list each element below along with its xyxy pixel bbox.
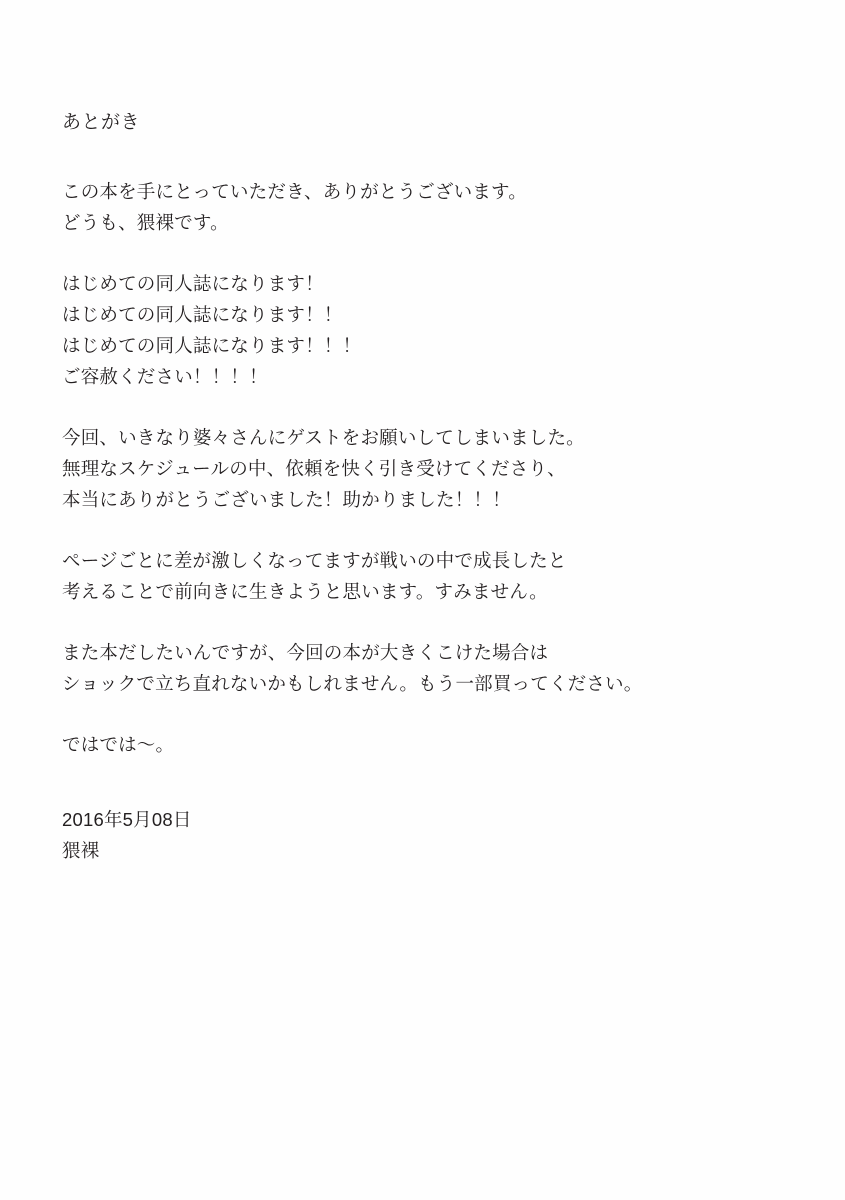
signature-date: 2016年5月08日 [62,809,192,830]
paragraph-line: 考えることで前向きに生きようと思います。すみません。 [62,581,548,602]
paragraph-line: 今回、いきなり婆々さんにゲストをお願いしてしまいました。 [62,427,585,448]
paragraph-line: ではでは〜。 [62,734,175,755]
paragraph-line: 無理なスケジュールの中、依頼を快く引き受けてくださり、 [62,458,566,479]
paragraph-5 [62,637,762,699]
paragraph-line: ページごとに差が激しくなってますが戦いの中で成長したと [62,550,567,571]
paragraph-2 [62,268,762,392]
paragraph-line: はじめての同人誌になります！！！ [62,335,362,356]
paragraph-3 [62,422,762,515]
paragraph-line: はじめての同人誌になります！ [62,273,324,294]
afterword-content [62,108,762,866]
page-title: あとがき [62,112,141,133]
paragraph-6 [62,729,762,760]
paragraph-line: 本当にありがとうございました！助かりました！！！ [62,489,511,510]
paragraph-line: ショックで立ち直れないかもしれません。もう一部買ってください。 [62,673,643,694]
paragraph-line: この本を手にとっていただき、ありがとうございます。 [62,181,527,202]
paragraph-4 [62,545,762,607]
signature-block [62,804,762,866]
paragraph-line: また本だしたいんですが、今回の本が大きくこけた場合は [62,642,549,663]
paragraph-line: はじめての同人誌になります！！ [62,304,343,325]
paragraph-line: ご容赦ください！！！！ [62,366,268,387]
paragraph-1 [62,176,762,238]
paragraph-line: どうも、猥裸です。 [62,212,229,233]
signature-author: 猥裸 [62,840,100,861]
